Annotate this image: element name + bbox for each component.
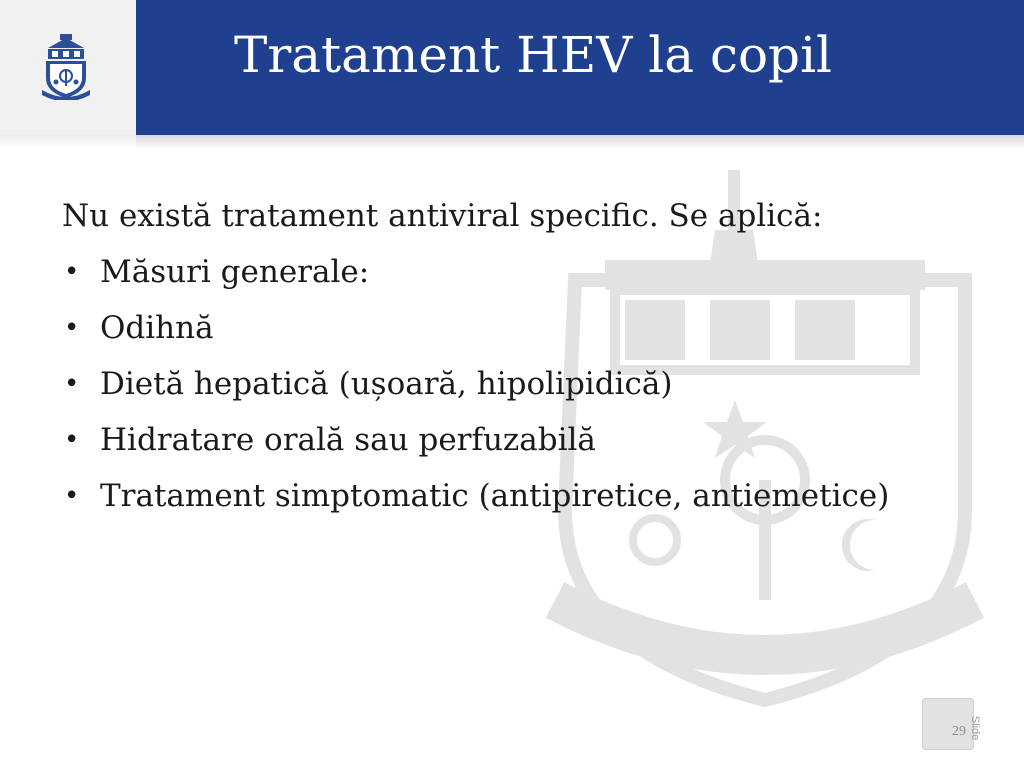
slide-body — [62, 188, 889, 524]
intro-text: Nu există tratament antiviral specific. Se aplică: — [62, 198, 823, 234]
list-item — [62, 412, 889, 468]
list-item-text: Hidratare orală sau perfuzabilă — [100, 422, 596, 458]
list-item-text: Odihnă — [100, 310, 214, 346]
list-item — [62, 300, 889, 356]
slide-label — [969, 704, 991, 754]
university-crest-icon — [40, 34, 92, 100]
bullet-dot: • — [64, 257, 80, 287]
page-number-badge — [922, 698, 974, 750]
header-shadow — [136, 135, 1024, 149]
bullet-list — [62, 244, 889, 524]
bullet-dot: • — [64, 313, 80, 343]
logo-panel-shadow — [0, 135, 136, 149]
list-item — [62, 468, 889, 524]
slide-label-text: Slide — [969, 715, 982, 741]
list-item — [62, 244, 889, 300]
list-item-text: Măsuri generale: — [100, 254, 370, 290]
bullet-dot: • — [64, 481, 80, 511]
list-item-text: Dietă hepatică (ușoară, hipolipidică) — [100, 366, 673, 402]
page-number: 29 — [952, 724, 966, 739]
bullet-dot: • — [64, 369, 80, 399]
list-item — [62, 356, 889, 412]
slide-title: Tratament HEV la copil — [234, 26, 833, 84]
bullet-dot: • — [64, 425, 80, 455]
list-item-text: Tratament simptomatic (antipiretice, antiemetice) — [100, 478, 890, 514]
